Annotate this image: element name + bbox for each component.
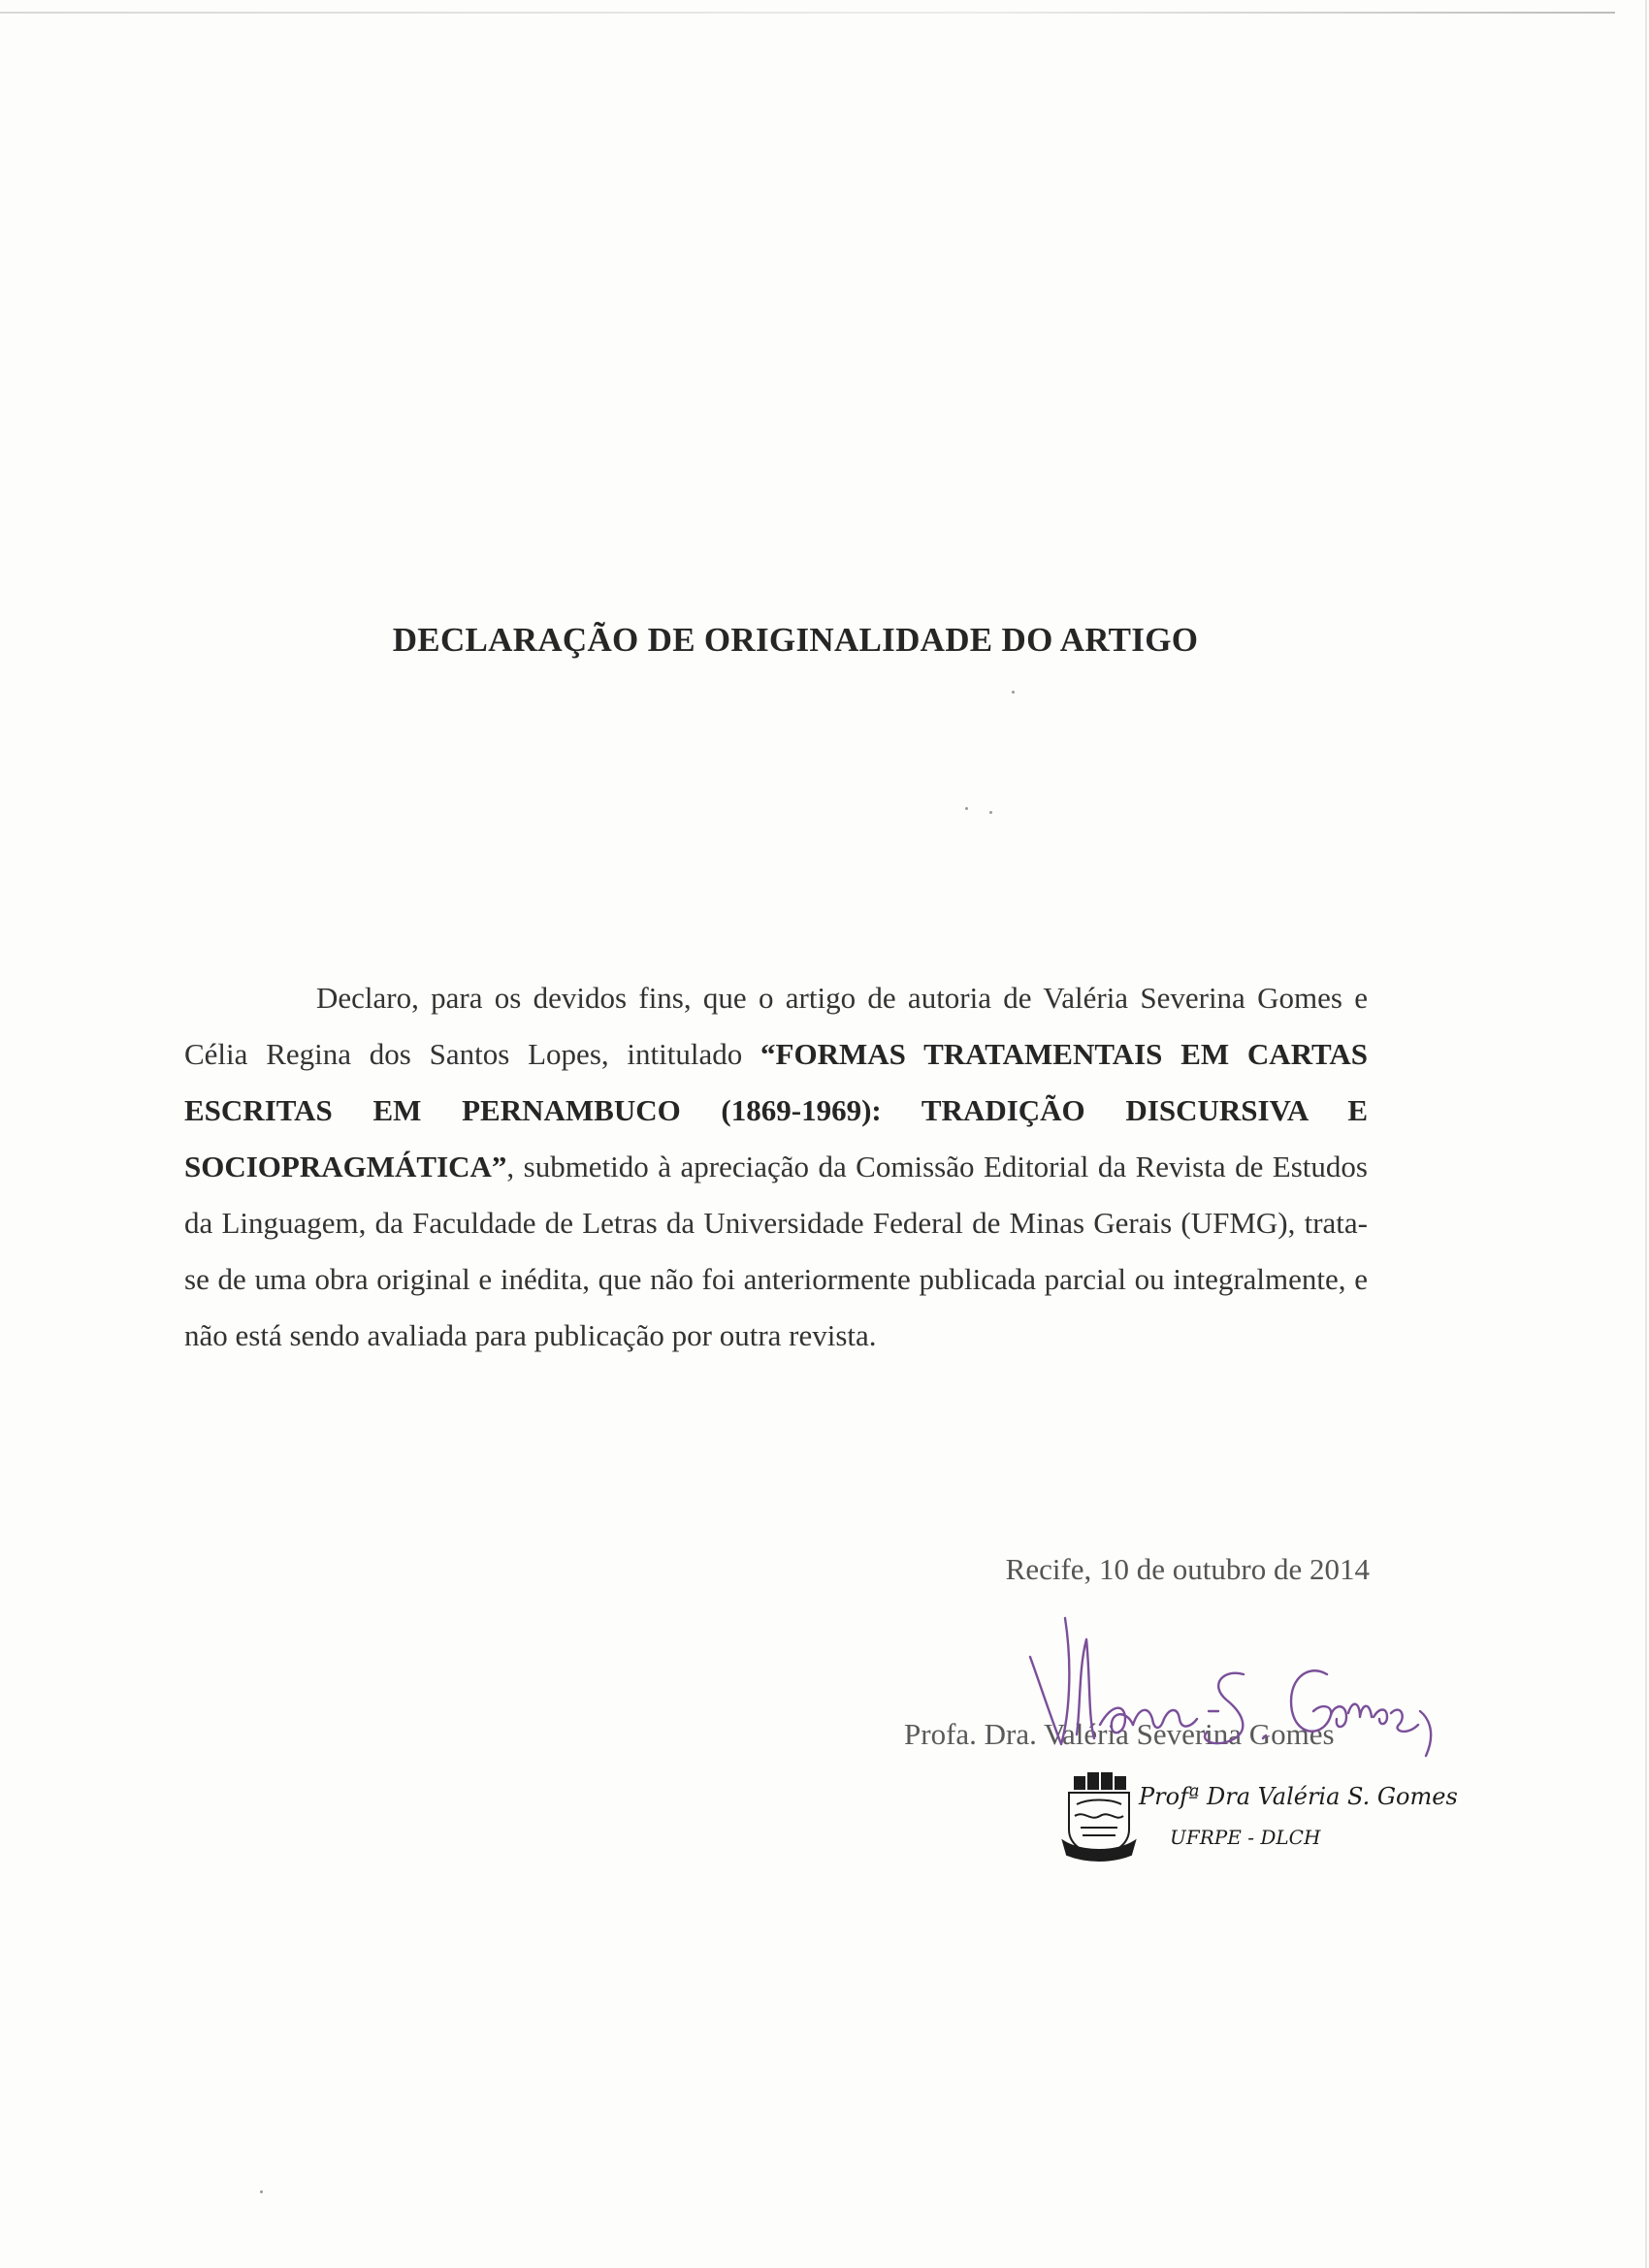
scan-edge-right [1645, 0, 1647, 2268]
document-title: DECLARAÇÃO DE ORIGINALIDADE DO ARTIGO [392, 621, 1199, 659]
scan-edge-top [0, 12, 1615, 14]
signer-name: Profa. Dra. Valéria Severina Gomes [904, 1717, 1335, 1751]
declaration-text-part1: Declaro, para os devidos fins, que o artigo de autoria de Valéria Severina Gomes e Célia Regina dos Santos Lopes, intitulado [184, 981, 1368, 1071]
article-title: “FORMAS TRATAMENTAIS EM CARTAS ESCRITAS EM PERNAMBUCO (1869-1969): TRADIÇÃO DISCURSIVA E SOCIOPRAGMÁTICA” [184, 1037, 1368, 1183]
handwritten-signature [1018, 1610, 1445, 1766]
stamp-institution-line: UFRPE - DLCH [1170, 1826, 1321, 1849]
declaration-text-part2: , submetido à apreciação da Comissão Editorial da Revista de Estudos da Linguagem, da Faculdade de Letras da Universidade Federal de Minas Gerais (UFMG), trata-se de uma obra original e inédita, que não foi anteriormente publicada parcial ou integralmente, e não está sendo avaliada para publicação por outra revista. [184, 1150, 1368, 1352]
scan-speck [260, 2190, 263, 2193]
stamp-name-line: Profª Dra Valéria S. Gomes [1139, 1783, 1458, 1810]
scan-speck [1012, 691, 1015, 694]
scan-speck [965, 807, 968, 810]
ufrpe-seal-icon [1061, 1771, 1137, 1864]
scan-speck [989, 811, 992, 814]
institutional-stamp [1061, 1771, 1458, 1878]
date-line: Recife, 10 de outubro de 2014 [1005, 1552, 1370, 1586]
declaration-body [184, 970, 1368, 1364]
